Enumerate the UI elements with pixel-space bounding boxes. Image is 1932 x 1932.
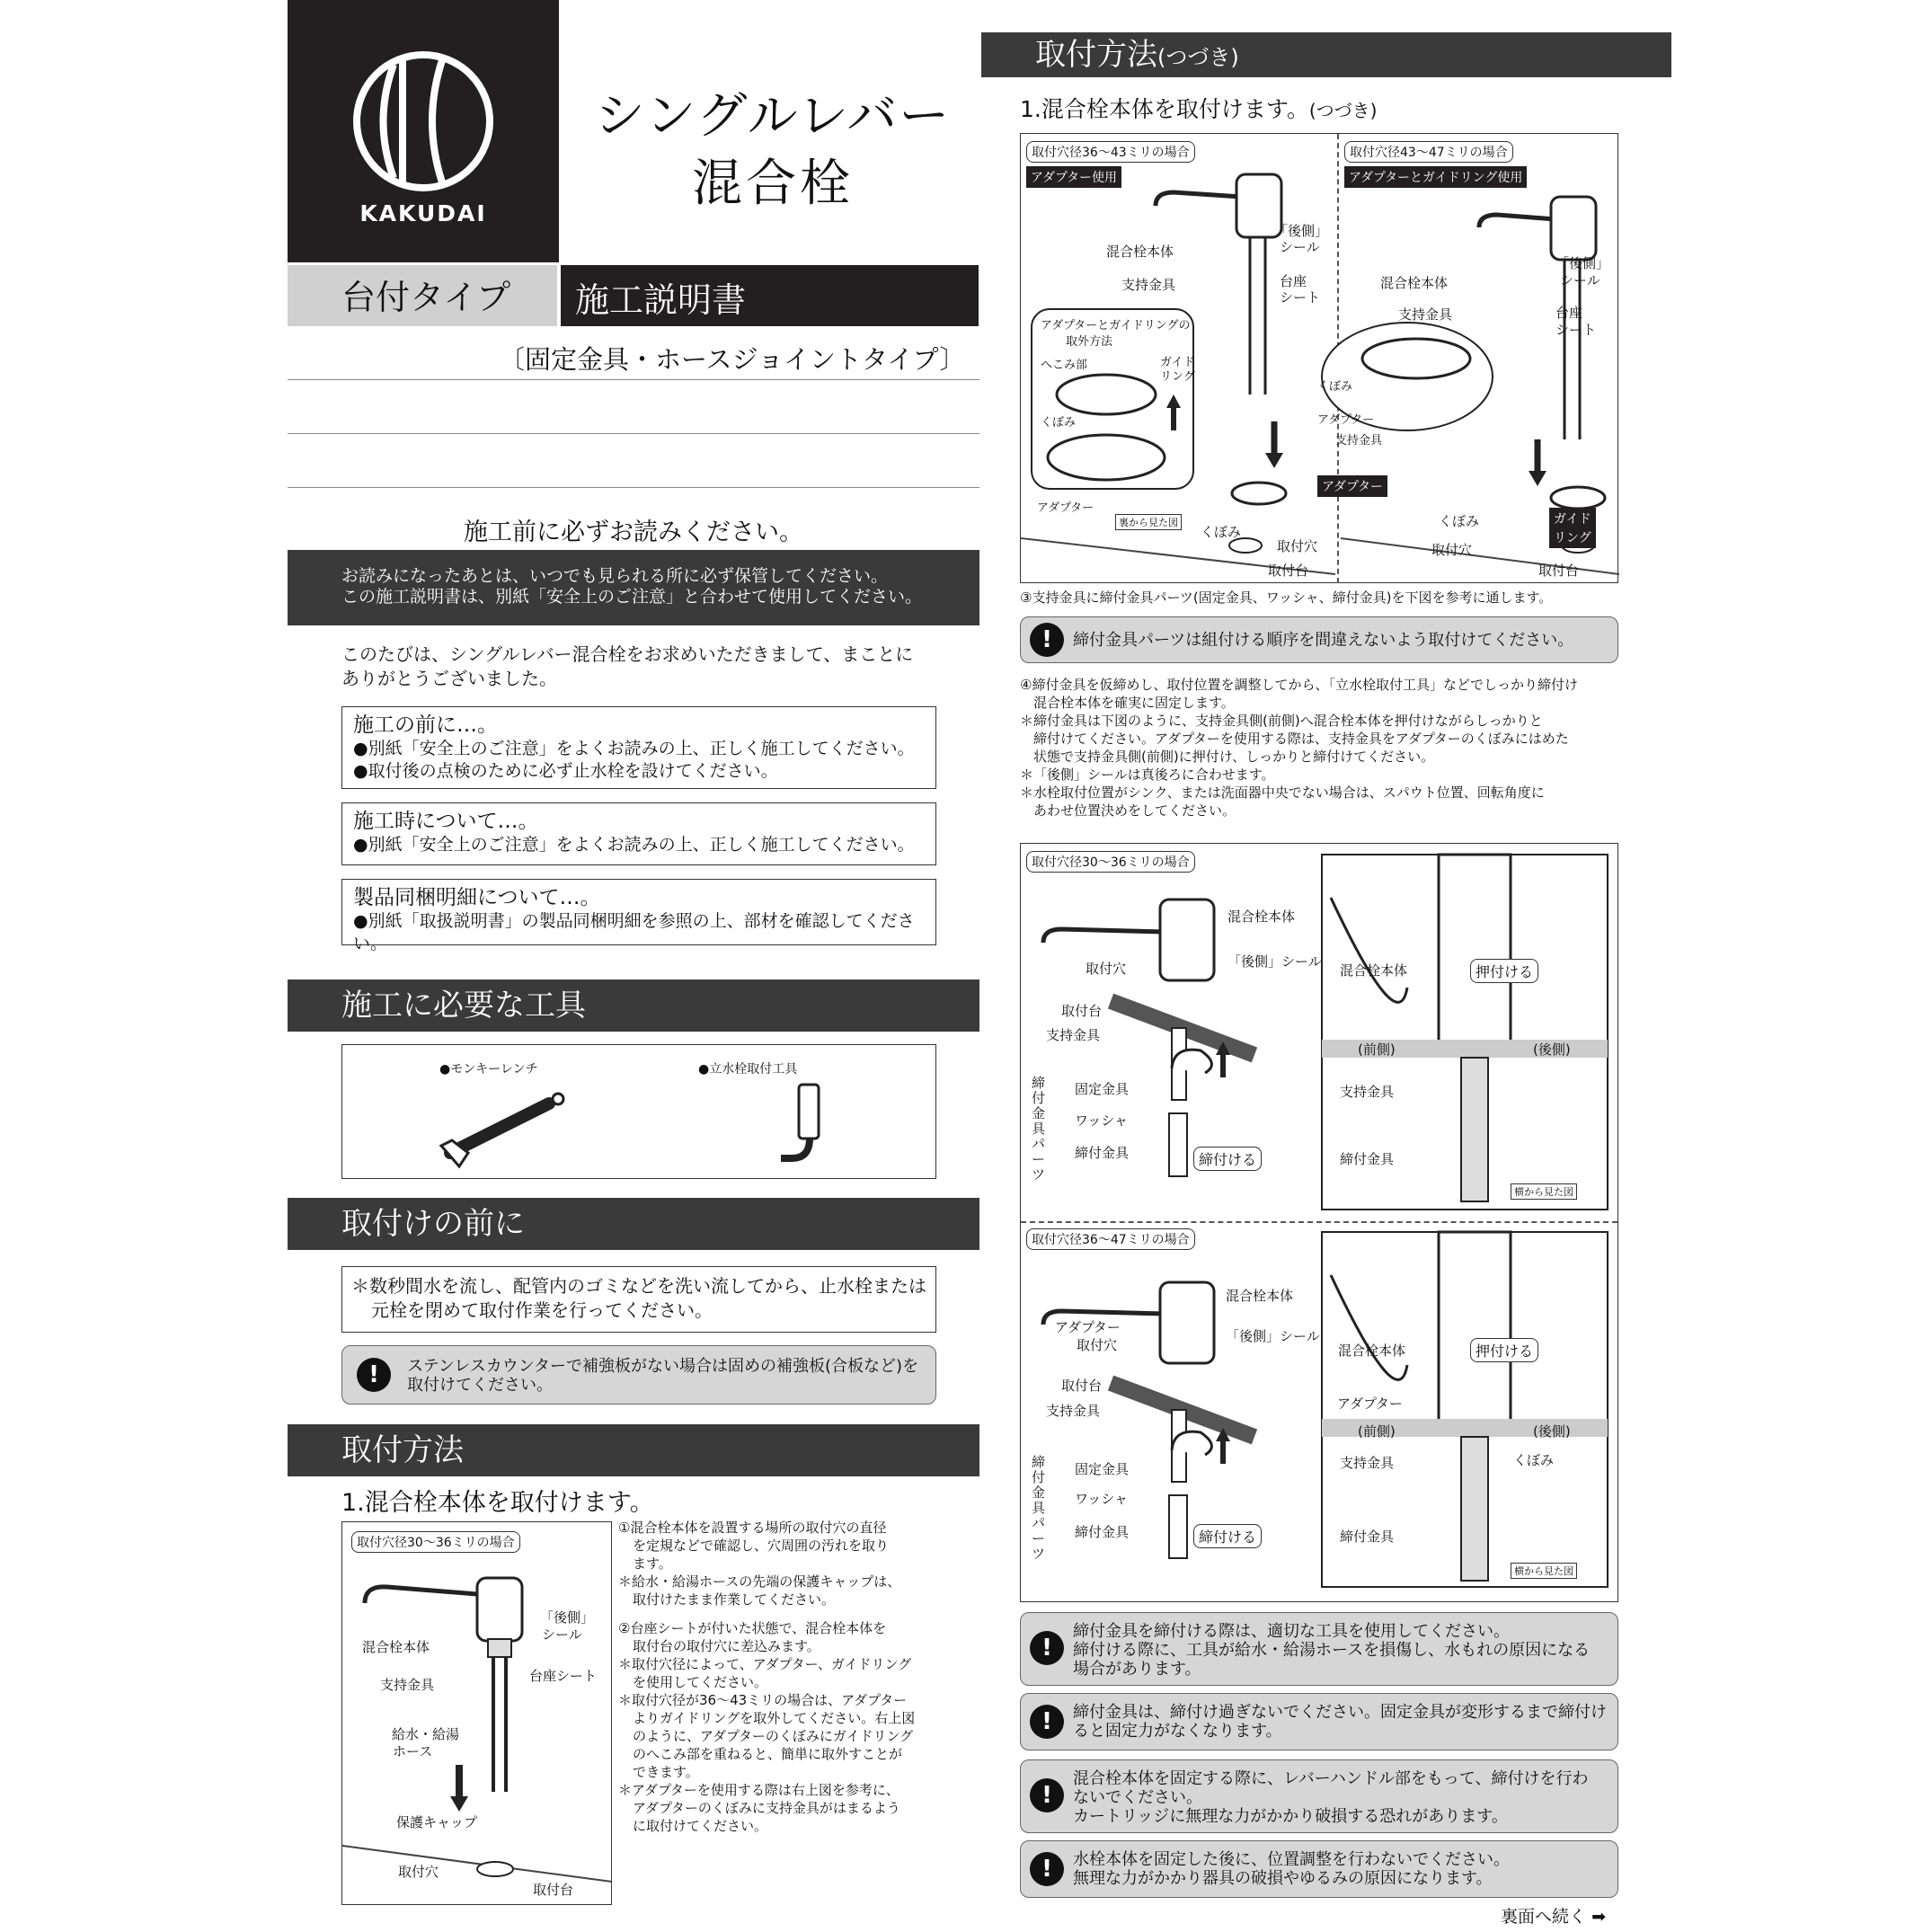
diagram-label: 押付ける [1470, 1338, 1538, 1362]
doc-label: 施工説明書 [575, 280, 747, 320]
use-tag: アダプターとガイドリング使用 [1344, 166, 1527, 188]
notice-line: お読みになったあとは、いつでも見られる所に必ず保管してください。 [341, 566, 889, 586]
diagram-label: 支持金具 [1046, 1027, 1101, 1043]
warning-tool [1020, 1612, 1618, 1686]
diagram-label: アダプター [1317, 413, 1375, 427]
diagram-label: 裏から見た図 [1115, 514, 1182, 530]
thanks [341, 643, 913, 691]
exclamation-icon: ! [1030, 623, 1064, 657]
diagram-label: アダプターとガイドリングの [1041, 319, 1191, 332]
warning-line: カートリッジに無理な力がかかり破損する恐れがあります。 [1073, 1807, 1508, 1826]
tool-wrench-label: ●モンキーレンチ [439, 1062, 538, 1077]
box-heading: 製品同梱明細について…。 [353, 886, 601, 909]
adapter-diagram-icon [1021, 134, 1619, 584]
diagram-label: (前側) [1358, 1423, 1396, 1440]
diagram-label: アダプター [1337, 1396, 1403, 1412]
thanks-line: このたびは、シングルレバー混合栓をお求めいただきまして、まことに [341, 643, 914, 665]
diagram-label: 支持金具 [380, 1677, 435, 1693]
box-line: ●取付後の点検のために必ず止水栓を設けてください。 [353, 761, 778, 781]
vertical-label: 締付金具パーツ [1032, 1075, 1046, 1183]
instruction-line: よりガイドリングを取外してください。右上図 [633, 1710, 916, 1726]
warning-line: ると固定力がなくなります。 [1073, 1722, 1282, 1741]
arrow-right-icon: ➡ [1591, 1907, 1606, 1927]
instruction-line: に取付けてください。 [633, 1818, 768, 1834]
mid-diagram [1020, 843, 1618, 1602]
tools-box [341, 1044, 936, 1179]
box-line: ●別紙「安全上のご注意」をよくお読みの上、正しく施工してください。 [353, 739, 915, 758]
diagram-label: くぼみ [1439, 513, 1480, 529]
info-box-during [341, 802, 936, 865]
diagram-label: 取付台 [1538, 563, 1580, 579]
before-line: 元栓を閉めて取付作業を行ってください。 [371, 1299, 713, 1321]
diagram-label: シール [1280, 239, 1320, 255]
diagram-label: 支持金具 [1121, 277, 1176, 293]
diagram-label: 支持金具 [1340, 1455, 1395, 1471]
warning-order [1020, 616, 1618, 663]
diagram-label: 取付穴 [1277, 538, 1318, 554]
diagram-label: 横から見た図 [1511, 1563, 1577, 1579]
before-heading: 取付けの前に [288, 1198, 979, 1250]
instruction-line: ＊取付穴径によって、アダプター、ガイドリング [618, 1656, 912, 1672]
case-tag: 取付穴径36〜43ミリの場合 [1026, 141, 1195, 163]
instruction-line: ます。 [633, 1555, 672, 1572]
diagram-label: シール [1560, 272, 1600, 288]
diagram-label: 固定金具 [1075, 1461, 1130, 1477]
diagram-label: 締付金具 [1340, 1529, 1395, 1545]
info-box-before [341, 706, 936, 789]
diagram-label: 締付ける [1193, 1524, 1262, 1548]
step4-line: 状態で支持金具側(前側)に押付け、しっかりと締付けてください。 [1033, 749, 1435, 765]
warning-line: 無理な力がかかり器具の破損やゆるみの原因になります。 [1073, 1869, 1493, 1888]
box-heading: 施工の前に…。 [353, 713, 498, 737]
instruction-line: ①混合栓本体を設置する場所の取付穴の直径 [618, 1520, 887, 1536]
exclamation-icon: ! [1030, 1705, 1064, 1739]
diagram-label: ワッシャ [1075, 1112, 1128, 1129]
step4 [1020, 676, 1631, 820]
step4-line: 締付けてください。アダプターを使用する際は、支持金具をアダプターのくぼみにはめた [1033, 731, 1569, 747]
diagram-label: 取付台 [1268, 563, 1309, 579]
continue-note [1501, 1903, 1606, 1928]
step4-line: 混合栓本体を確実に固定します。 [1033, 695, 1235, 711]
diagram-label: 横から見た図 [1511, 1183, 1577, 1200]
subtitle: 〔固定金具・ホースジョイントタイプ〕 [499, 344, 966, 375]
diagram-label: 混合栓本体 [1106, 244, 1174, 260]
diagram-label: 保護キャップ [396, 1814, 478, 1830]
right-step-sub: (つづき) [1308, 100, 1378, 121]
diagram-label: 「後側」 [1274, 223, 1329, 239]
diagram-label: 取付台 [533, 1882, 574, 1898]
instruction-line: ②台座シートが付いた状態で、混合栓本体を [618, 1620, 887, 1636]
right-heading [981, 32, 1671, 77]
before-line: ＊数秒間水を流し、配管内のゴミなどを洗い流してから、止水栓または [351, 1275, 926, 1297]
step3: ③支持金具に締付金具パーツ(固定金具、ワッシャ、締付金具)を下図を参考に通します。 [1020, 589, 1553, 606]
step4-line: あわせ位置決めをしてください。 [1033, 802, 1236, 819]
diagram-label: 台座 [1555, 305, 1583, 321]
diagram-label: 取付穴 [1086, 961, 1127, 977]
title-line1: シングルレバー [594, 87, 952, 146]
before-warning [341, 1345, 936, 1405]
rule-1 [288, 379, 979, 380]
diagram-label: 支持金具 [1398, 306, 1453, 323]
diagram-label: アダプター [1037, 501, 1095, 515]
diagram-label: 「後側」 [540, 1609, 595, 1626]
logo-text: KAKUDAI [359, 200, 487, 226]
diagram-label: 台座 [1280, 273, 1307, 289]
diagram-label: 押付ける [1470, 959, 1538, 983]
diagram-label: アダプター [1317, 475, 1387, 497]
warning-line: ステンレスカウンターで補強板がない場合は固めの補強板(合板など)を [407, 1357, 919, 1376]
warning-line: 混合栓本体を固定する際に、レバーハンドル部をもって、締付けを行わ [1073, 1769, 1589, 1788]
diagram-label: 締付金具 [1075, 1524, 1130, 1540]
diagram-label: リング [1549, 527, 1596, 548]
kakudai-logo-icon [288, 0, 559, 198]
diagram-label: ガイド [1549, 508, 1596, 529]
instruction-line: ＊アダプターを使用する際は右上図を参考に、 [618, 1782, 900, 1798]
exclamation-icon: ! [1030, 1778, 1064, 1812]
diagram-label: 取付穴 [398, 1864, 439, 1880]
exclamation-icon: ! [1030, 1631, 1064, 1665]
instruction-line: 取付台の取付穴に差込みます。 [633, 1638, 820, 1654]
warning-overtighten [1020, 1693, 1618, 1750]
diagram-label: くぼみ [1317, 380, 1353, 394]
diagram-label: シール [542, 1626, 582, 1643]
case-tag: 取付穴径30〜36ミリの場合 [351, 1531, 520, 1553]
diagram-label: ワッシャ [1075, 1491, 1128, 1507]
diagram-label: 「後側」シール [1226, 1328, 1320, 1344]
diagram-label: 「後側」シール [1227, 953, 1322, 970]
diagram-label: アダプター [1055, 1319, 1121, 1335]
diagram-label: 混合栓本体 [362, 1639, 430, 1655]
diagram-label: 混合栓本体 [1380, 275, 1449, 291]
right-heading-sub: (つづき) [1157, 45, 1239, 70]
warning-line: 取付けてください。 [407, 1376, 553, 1395]
instruction-line: のへこみ部を重ねると、簡単に取外すことが [633, 1746, 903, 1762]
method-step: 1.混合栓本体を取付けます。 [341, 1489, 654, 1517]
tools-heading: 施工に必要な工具 [288, 979, 979, 1032]
wrench-icon [432, 1081, 585, 1171]
warning-line: 締付ける際に、工具が給水・給湯ホースを損傷し、水もれの原因になる [1073, 1641, 1591, 1660]
diagram-label: リング [1160, 370, 1195, 384]
box-heading: 施工時について…。 [353, 810, 539, 833]
continue-text: 裏面へ続く [1501, 1907, 1587, 1927]
step4-line: ④締付金具を仮締めし、取付位置を調整してから、「立水栓取付工具」などでしっかり締付け [1020, 677, 1578, 693]
diagram-label: 固定金具 [1075, 1081, 1130, 1097]
notice-line: この施工説明書は、別紙「安全上のご注意」と合わせて使用してください。 [341, 587, 923, 607]
diagram-label: くぼみ [1201, 524, 1242, 540]
socket-tool-icon [774, 1079, 846, 1169]
instruction-line: アダプターのくぼみに支持金具がはまるよう [633, 1800, 900, 1816]
vertical-label: 締付金具パーツ [1032, 1454, 1046, 1562]
step4-line: ＊水栓取付位置がシンク、または洗面器中央でない場合は、スパウト位置、回転角度に [1020, 784, 1545, 801]
diagram-label: ホース [393, 1743, 433, 1759]
diagram-label: (前側) [1358, 1041, 1396, 1058]
title-line2: 混合栓 [692, 155, 854, 213]
instruction-line: 取付けたまま作業してください。 [633, 1591, 836, 1608]
instruction-line: を定規などで確認し、穴周囲の汚れを取り [633, 1538, 890, 1554]
faucet-diagram-icon [342, 1522, 613, 1906]
instruction-line: のように、アダプターのくぼみにガイドリング [633, 1728, 914, 1744]
warning-text [407, 1357, 918, 1395]
warning-line: 締付金具を締付ける際は、適切な工具を使用してください。 [1073, 1622, 1510, 1641]
method-instructions [618, 1519, 924, 1835]
top-diagram [1020, 133, 1618, 583]
rule-3 [288, 487, 979, 488]
step4-line: ＊締付金具は下図のように、支持金具側(前側)へ混合栓本体を押付けながらしっかりと [1020, 713, 1543, 729]
diagram-label: 混合栓本体 [1227, 908, 1296, 925]
read-first: 施工前に必ずお読みください。 [464, 518, 803, 546]
diagram-label: 混合栓本体 [1226, 1288, 1294, 1304]
diagram-label: 取外方法 [1066, 335, 1113, 349]
diagram-label: 取付台 [1061, 1378, 1103, 1394]
diagram-label: 締付金具 [1075, 1145, 1130, 1161]
box-line: ●別紙「安全上のご注意」をよくお読みの上、正しく施工してください。 [353, 835, 915, 855]
box-line: ●別紙「取扱説明書」の製品同梱明細を参照の上、部材を確認してください。 [353, 911, 915, 953]
warning-line: 場合があります。 [1073, 1660, 1201, 1679]
diagram-label: くぼみ [1513, 1452, 1555, 1468]
diagram-label: 混合栓本体 [1340, 962, 1408, 979]
right-step [1020, 92, 1377, 124]
warning-text: 締付金具パーツは組付ける順序を間違えないよう取付けてください。 [1073, 631, 1574, 650]
diagram-label: くぼみ [1041, 416, 1077, 430]
thanks-line: ありがとうございました。 [341, 668, 557, 689]
notice-band [288, 550, 979, 625]
diagram-label: 取付台 [1061, 1003, 1103, 1019]
diagram-label: ガイド [1160, 356, 1195, 369]
instruction-line: を使用してください。 [633, 1674, 768, 1690]
diagram-label: 支持金具 [1046, 1403, 1101, 1419]
diagram-label: 混合栓本体 [1338, 1343, 1406, 1359]
diagram-label: (後側) [1533, 1423, 1571, 1440]
info-box-contents [341, 879, 936, 953]
instruction-line: できます。 [633, 1764, 699, 1780]
diagram-label: 支持金具 [1340, 1084, 1395, 1100]
before-box [341, 1266, 936, 1333]
right-step-text: 1.混合栓本体を取付けます。 [1020, 96, 1309, 122]
diagram-label: 給水・給湯 [392, 1726, 460, 1742]
diagram-label: 締付ける [1193, 1147, 1262, 1171]
warning-line: ないでください。 [1073, 1788, 1202, 1807]
diagram-label: 台座シート [529, 1668, 598, 1684]
diagram-label: 締付金具 [1340, 1151, 1395, 1167]
method-heading: 取付方法 [288, 1424, 979, 1476]
use-tag: アダプター使用 [1026, 166, 1121, 188]
diagram-label: 支持金具 [1335, 434, 1383, 448]
diagram-label: シート [1280, 289, 1321, 306]
diagram-label: 取付穴 [1431, 542, 1473, 558]
instruction-line: ＊給水・給湯ホースの先端の保護キャップは、 [618, 1573, 901, 1590]
case-tag: 取付穴径43〜47ミリの場合 [1344, 141, 1513, 163]
type-label: 台付タイプ [341, 278, 511, 317]
diagram-label: 「後側」 [1555, 255, 1610, 271]
diagram-label: (後側) [1533, 1041, 1571, 1058]
instruction-line: ＊取付穴径が36〜43ミリの場合は、アダプター [618, 1692, 908, 1708]
exclamation-icon: ! [1030, 1852, 1064, 1886]
warning-lever [1020, 1759, 1618, 1833]
right-heading-text: 取付方法 [1035, 37, 1157, 73]
tool-socket-label: ●立水栓取付工具 [698, 1062, 798, 1077]
method-diagram [341, 1521, 612, 1905]
diagram-label: シート [1555, 322, 1597, 338]
step4-line: ＊「後側」シールは真後ろに合わせます。 [1020, 767, 1275, 783]
case-tag: 取付穴径36〜47ミリの場合 [1026, 1228, 1195, 1250]
rule-2 [288, 433, 979, 434]
exclamation-icon: ! [357, 1358, 391, 1392]
warning-line: 締付金具は、締付け過ぎないでください。固定金具が変形するまで締付け [1073, 1703, 1607, 1722]
warning-adjust [1020, 1840, 1618, 1898]
diagram-label: 取付穴 [1077, 1337, 1118, 1353]
case-tag: 取付穴径30〜36ミリの場合 [1026, 851, 1195, 873]
warning-line: 水栓本体を固定した後に、位置調整を行わないでください。 [1073, 1850, 1510, 1869]
diagram-label: へこみ部 [1041, 359, 1088, 372]
